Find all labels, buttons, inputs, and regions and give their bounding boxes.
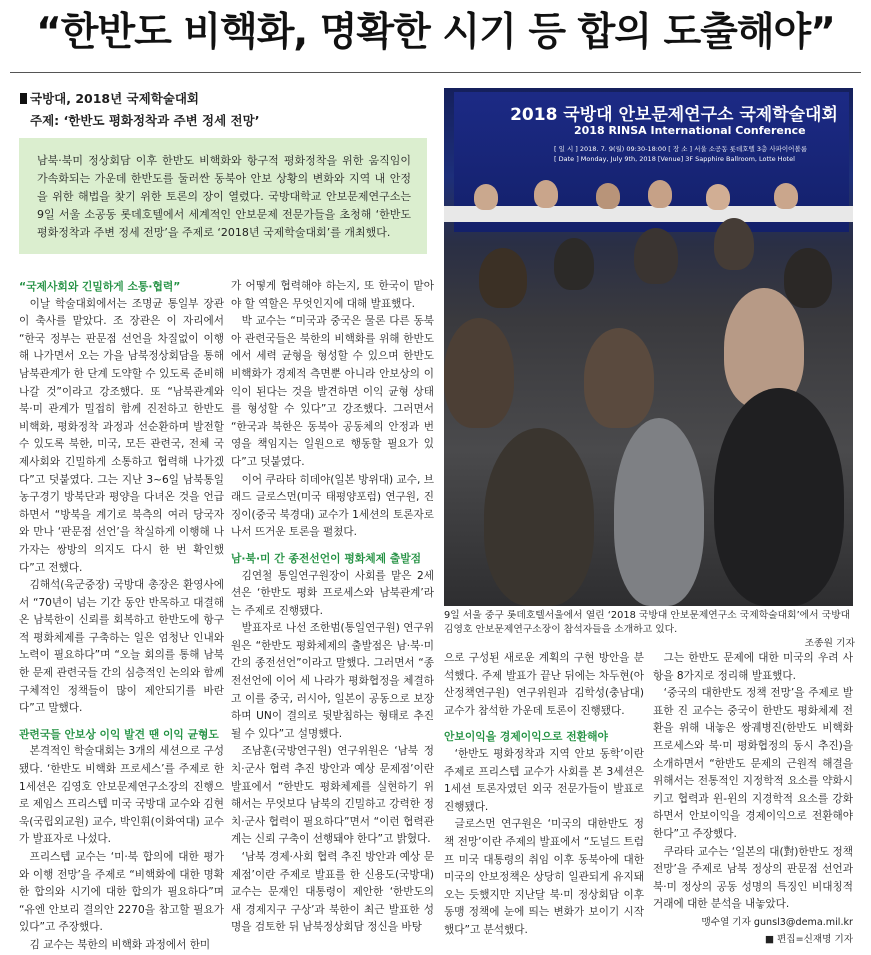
subheading: 안보이익을 경제이익으로 전환해야 — [444, 730, 608, 744]
paragraph: 쿠라타 교수는 ‘일본의 대(對)한반도 정책 전망’을 주제로 남북 정상의 판문점 선언과 북·미 정상의 공동 성명의 특징인 비대칭적 거래에 대한 분석을 내놓았다. — [653, 845, 853, 911]
audience-figure — [614, 418, 704, 606]
photo-caption — [444, 609, 855, 651]
panelist-figure — [474, 184, 498, 210]
audience-figure — [584, 328, 654, 428]
paragraph: 김연철 통일연구원장이 사회를 맡은 2세션은 ‘한반도 평화 프로세스와 남북관계’라는 주제로 진행됐다. — [231, 569, 434, 617]
reporter-byline: 맹수열 기자 gunsl3@dema.mil.kr — [701, 916, 853, 928]
paragraph: 이날 학술대회에서는 조명균 통일부 장관이 축사를 맡았다. 조 장관은 이 자리에서 “한국 정부는 판문점 선언을 차질없이 이행해 나가면서 오는 가을 남북정상회담을 통해 남북관계가 한 단계 도약할 수 있도록 준비해 나갈 것”이라고 강조했다. 또 “남북관계와 북·미 관계가 밀접히 함께 진전하고 한반도 비핵화, 평화정착 과정과 선순환하며 발전할 수 있도록 북한, 미국, 모든 관련국, 전체 국제사회와 긴밀하게 소통하고 협력해 나가겠다”고 덧붙였다. 그는 지난 3~6일 남북통일농구경기 방북단과 평양을 다녀온 것을 언급하면서 “방북을 계기로 북측의 여러 당국자와 만나 ‘판문점 선언’을 착실하게 이행해 나가자는 쌍방의 의지도 다시 한 번 확인했다”고 전했다. — [19, 297, 224, 574]
photo-credit: 조종원 기자 — [804, 638, 855, 649]
article-column-3 — [444, 650, 644, 940]
conference-photo — [444, 88, 853, 606]
paragraph: 프리스텝 교수는 ‘미·북 합의에 대한 평가와 이행 전망’을 주제로 “비핵화에 대한 명확한 합의와 시기에 대한 합의가 필요하다”며 “유엔 안보리 결의안 2270을 참고할 필요가 있다”고 주장했다. — [19, 851, 224, 934]
audience-figure — [444, 318, 514, 428]
headline-divider — [10, 72, 861, 73]
audience-figure — [784, 248, 832, 308]
subheading: 남·북·미 간 종전선언이 평화체제 출발점 — [231, 551, 422, 565]
caption-text: 9일 서울 중구 롯데호텔서울에서 열린 ‘2018 국방대 안보문제연구소 국제학술대회’에서 국방대 김영호 안보문제연구소장이 참석자들을 소개하고 있다. — [444, 610, 851, 635]
audience-figure — [714, 218, 754, 270]
panelist-figure — [706, 184, 730, 210]
banner-info-line-2: [ Date ] Monday, July 9th, 2018 [Venue] 3F Sapphire Ballroom, Lotte Hotel — [554, 155, 795, 163]
editor-credit: ■ 편집=신재명 기자 — [764, 933, 853, 945]
panelist-figure — [648, 180, 672, 208]
paragraph: ‘남북 경제·사회 협력 추진 방안과 예상 문제점’이란 주제로 발표를 한 신용도(국방대) 교수는 문재인 대통령이 제안한 ‘한반도의 새 경제지구 구상’과 북한이 최근 발표한 성명을 검토한 뒤 남북정상회담 정신을 바탕 — [231, 851, 434, 934]
paragraph: 본격적인 학술대회는 3개의 세션으로 구성됐다. ‘한반도 비핵화 프로세스’를 주제로 한 1세션은 김영호 안보문제연구소장의 진행으로 제임스 프리스텝 미국 국방대 교수와 김현욱(국립외교원) 교수, 박인휘(이화여대) 교수가 발표자로 나섰다. — [19, 745, 224, 846]
banner-info — [554, 144, 807, 164]
paragraph: ‘중국의 대한반도 정책 전망’을 주제로 발표한 진 교수는 중국이 한반도 평화체제 전환을 위해 내놓은 쌍궤병진(한반도 비핵화 프로세스와 북·미 평화협정의 동시 추진)을 소개하면서 “한반도 문제의 근원적 해결을 위해서는 전통적인 지정학적 요소를 약화시키고 협력과 윈-윈의 지경학적 요소를 강화하면서 안보이익을 경제이익으로 전환해야 한다”고 주장했다. — [653, 687, 853, 840]
panelist-figure — [596, 183, 620, 209]
paragraph: 김해석(육군중장) 국방대 총장은 환영사에서 “70년이 넘는 기간 동안 반목하고 대결해온 남북한이 신뢰를 회복하고 한반도에 항구적 평화체제를 구축하는 일은 엄청난 인내와 노력이 필요하다”며 “오늘 회의를 통해 남북한 문제 관련국들 간의 심층적인 논의와 함께 구체적인 정책들이 많이 제안되기를 바란다”고 말했다. — [19, 579, 224, 715]
panelist-figure — [534, 180, 558, 208]
audience-figure — [484, 428, 594, 606]
paragraph: 조남훈(국방연구원) 연구위원은 ‘남북 정치·군사 협력 추진 방안과 예상 문제점’이란 발표에서 “한반도 평화체제를 실현하기 위해서는 무엇보다 남북의 긴밀하고 강력한 정치·군사 협력이 필요하다”면서 “이런 협력관계는 신뢰 구축이 선행돼야 한다”고 밝혔다. — [231, 745, 434, 846]
lead-box — [19, 138, 427, 254]
article-column-1 — [19, 278, 224, 955]
banner-subtitle: 2018 RINSA International Conference — [574, 124, 806, 137]
audience-figure — [634, 228, 678, 284]
paragraph: 발표자로 나선 조한범(통일연구원) 연구위원은 “한반도 평화체제의 출발점은 남·북·미 간의 종전선언”이라고 말했다. 그러면서 “종전선언에 이어 세 나라가 평화협정을 체결하고 이를 중국, 러시아, 일본이 공동으로 보장하며 UN이 결의로 뒷받침하는 형태로 추진될 수 있다”고 설명했다. — [231, 622, 434, 740]
audience-figure — [554, 238, 594, 290]
paragraph: 박 교수는 “미국과 중국은 물론 다른 동북아 관련국들은 북한의 비핵화를 위해 한반도에서 세력 균형을 형성할 수 있으며 한반도 비핵화가 경제적 측면뿐 아니라 안보상의 이익이 된다는 것을 발견하면 이익 균형 상태를 형성할 수 있다”고 강조했다. 그러면서 “한국과 북한은 동북아 공동체의 안정과 번영을 책임지는 일원으로 행동할 필요가 있다”고 덧붙였다. — [231, 315, 434, 468]
event-label-text: 국방대, 2018년 국제학술대회 — [30, 91, 199, 106]
square-bullet-icon — [20, 93, 27, 104]
banner-info-line-1: [ 일 시 ] 2018. 7. 9(월) 09:30-18:00 [ 장 소 ] 서울 소공동 롯데호텔 3층 사파이어볼룸 — [554, 145, 808, 153]
paragraph: 으로 구성된 새로운 계획의 구현 방안을 분석했다. 주제 발표가 끝난 뒤에는 차두현(아산정책연구원) 연구위원과 김학성(충남대) 교수가 참석한 가운데 토론이 진행됐다. — [444, 652, 644, 717]
article-column-2 — [231, 278, 434, 937]
paragraph: 김 교수는 북한의 비핵화 과정에서 한미 — [29, 938, 211, 951]
paragraph: ‘한반도 평화정착과 지역 안보 동학’이란 주제로 프리스텝 교수가 사회를 본 3세션은 1세션 토론자였던 외국 전문가들이 발표로 진행됐다. — [444, 747, 644, 813]
topic-line: 주제: ‘한반도 평화정착과 주변 정세 전망’ — [30, 113, 260, 128]
audience-figure — [714, 388, 844, 606]
subheading: “국제사회와 긴밀하게 소통·협력” — [19, 280, 181, 293]
audience-figure — [479, 248, 527, 308]
event-label — [20, 89, 199, 107]
headline: “한반도 비핵화, 명확한 시기 등 합의 도출해야” — [36, 10, 835, 55]
banner-title: 2018 국방대 안보문제연구소 국제학술대회 — [510, 105, 838, 125]
paragraph: 가 어떻게 협력해야 하는지, 또 한국이 맡아야 할 역할은 무엇인지에 대해 발표했다. — [231, 280, 434, 310]
subheading: 관련국들 안보상 이익 발견 땐 이익 균형도 — [19, 727, 219, 741]
lead-text: 남북·북미 정상회담 이후 한반도 비핵화와 항구적 평화정착을 위한 움직임이 가속화되는 가운데 한반도를 둘러싼 동북아 안보 상황의 변화와 지역 내 안정을 위한 해법을 찾기 위한 토론의 장이 열렸다. 국방대학교 안보문제연구소는 9일 서울 소공동 롯데호텔에서 세계적인 안보문제 전문가들을 초청해 ‘한반도 평화정착과 주변 정세 전망’을 주제로 ‘2018년 국제학술대회’를 개최했다. — [37, 154, 411, 239]
panelist-figure — [774, 183, 798, 209]
paragraph: 글로스먼 연구원은 ‘미국의 대한반도 정책 전망’이란 주제의 발표에서 “도널드 트럼프 미국 대통령의 취임 이후 동북아에 대한 미국의 안보정책은 상당히 일관되게 유지돼 오는 듯했지만 지난달 북·미 정상회담 이후 동맹 정책에 눈에 띄는 변화가 보이기 시작했다”고 분석했다. — [444, 818, 644, 936]
panel-table — [444, 206, 853, 222]
paragraph: 그는 한반도 문제에 대한 미국의 우려 사항을 8가지로 정리해 발표했다. — [653, 652, 853, 682]
article-column-4 — [653, 650, 853, 948]
paragraph: 이어 쿠라타 히데야(일본 방위대) 교수, 브래드 글로스먼(미국 태평양포럼) 연구원, 진징이(중국 북경대) 교수가 1세션의 토론자로 나서 뜨거운 토론을 펼쳤다. — [231, 473, 434, 539]
